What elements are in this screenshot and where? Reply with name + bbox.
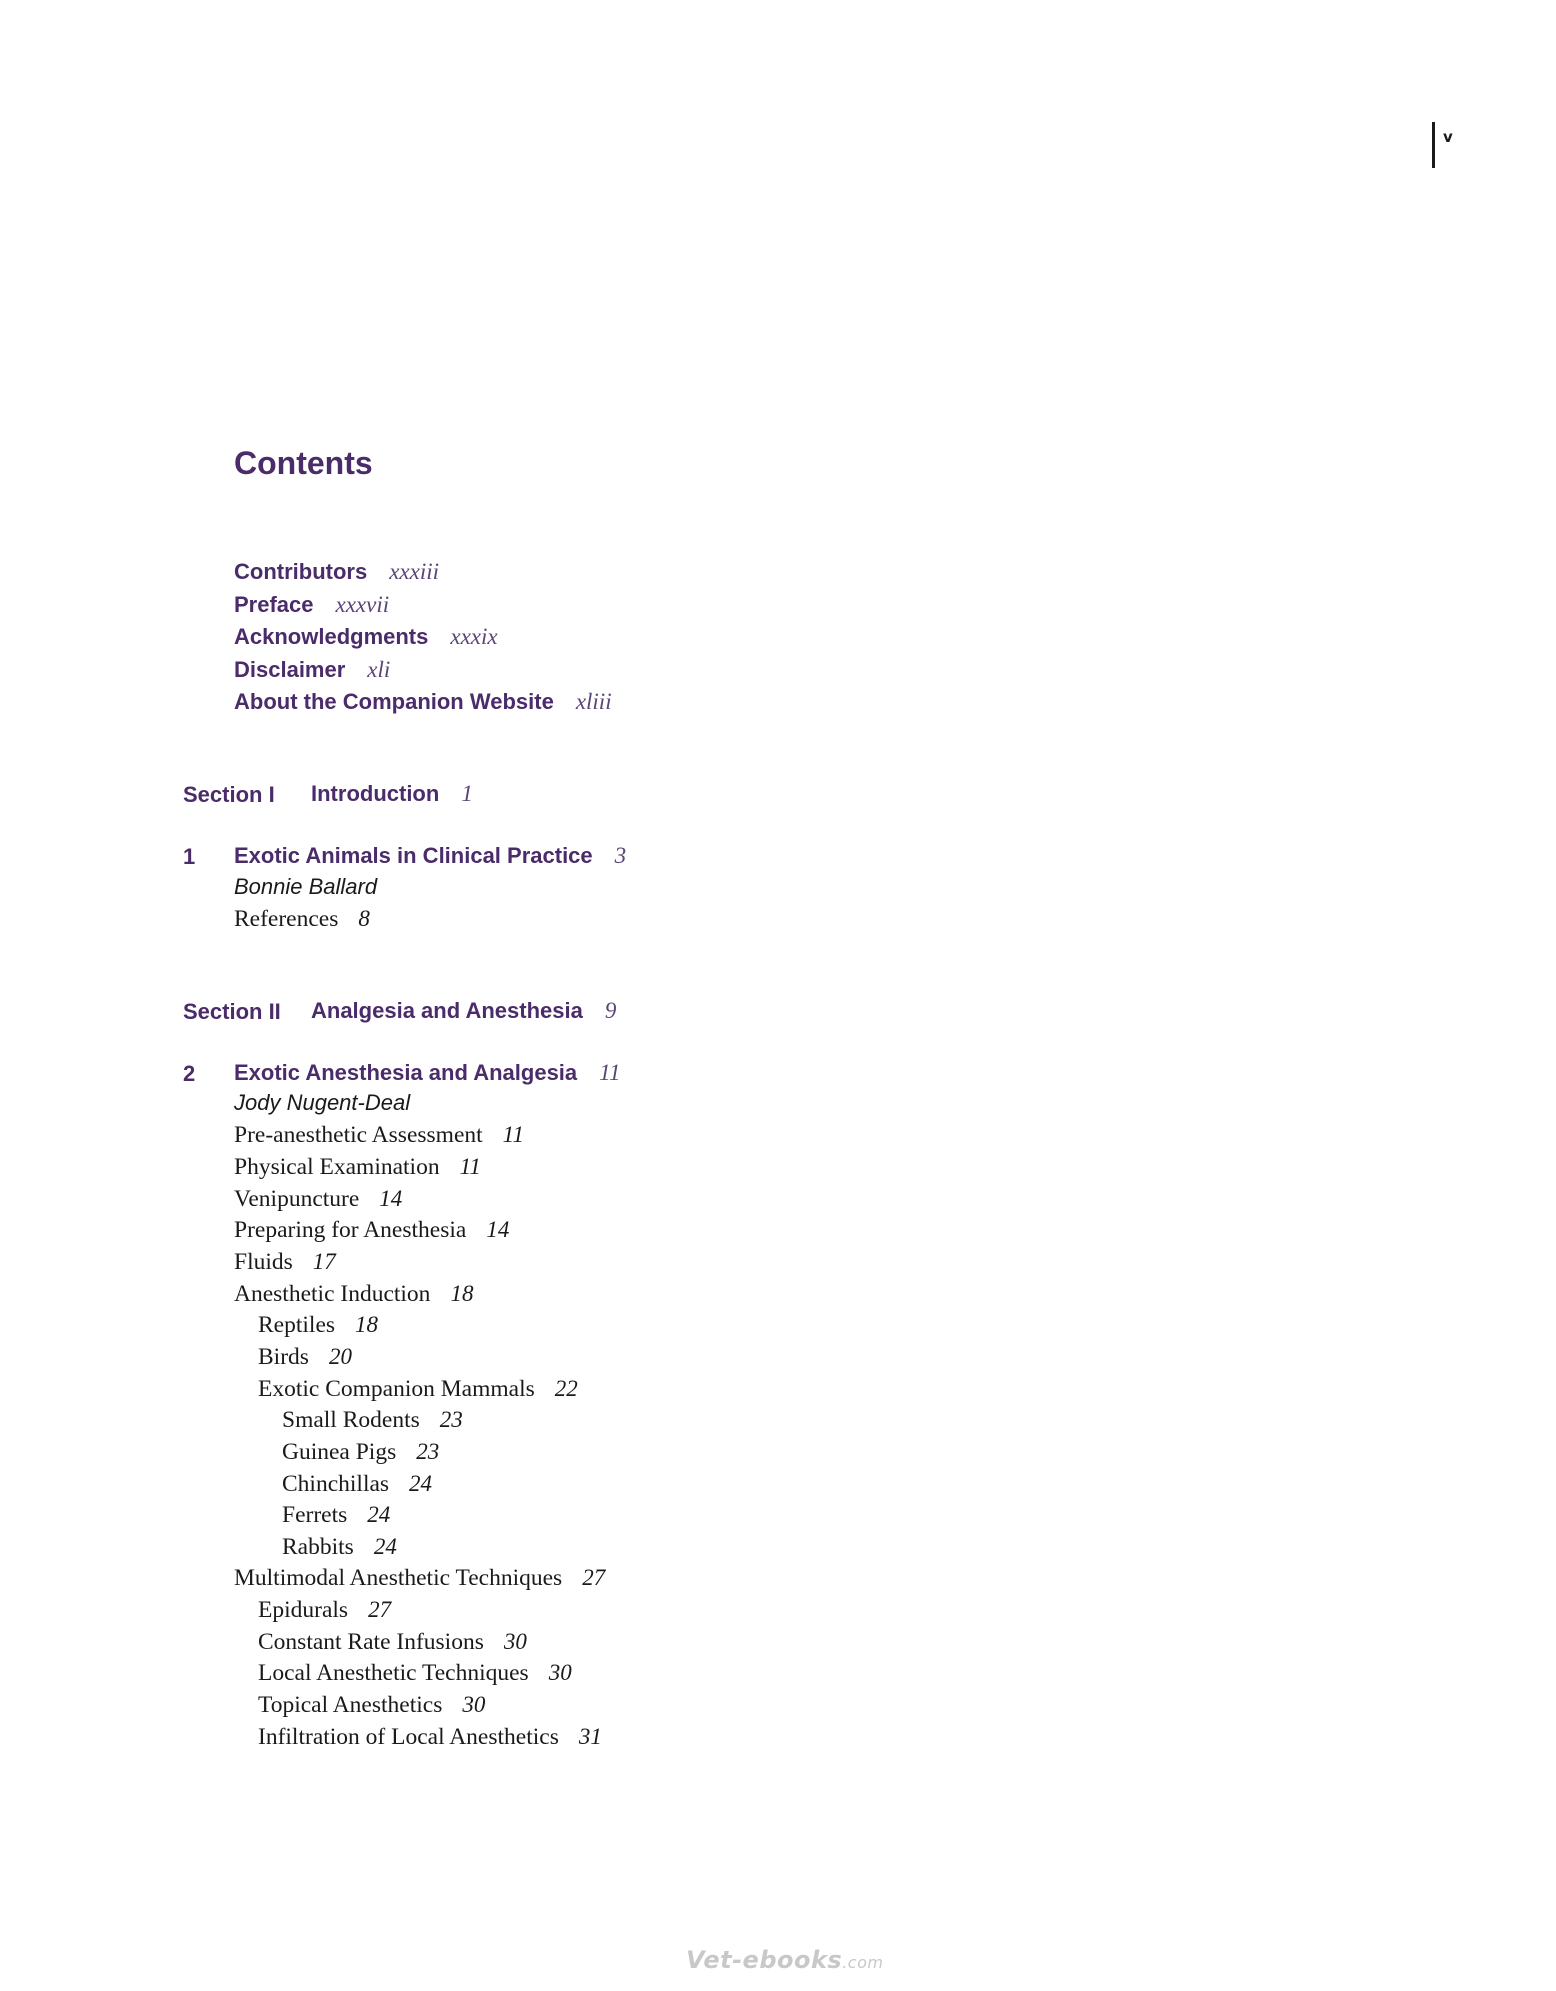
toc-entry-label: Epidurals <box>258 1597 349 1623</box>
toc-entry-label: Topical Anesthetics <box>258 1692 443 1718</box>
toc-entry-page: 24 <box>409 1471 433 1496</box>
toc-entry-page: 17 <box>312 1249 336 1274</box>
toc-entry-label: Small Rodents <box>282 1407 420 1433</box>
toc-entry-page: 24 <box>367 1502 391 1527</box>
toc-entry-label: Local Anesthetic Techniques <box>258 1660 529 1686</box>
toc-entry[interactable] <box>282 1535 397 1560</box>
toc-entry-label: Preface <box>234 592 314 617</box>
chapter-title-1[interactable] <box>234 844 626 867</box>
toc-entry-page: 11 <box>459 1154 481 1179</box>
toc-entry[interactable] <box>258 1598 391 1623</box>
toc-entry-page: 23 <box>416 1439 440 1464</box>
toc-entry-label: Chinchillas <box>282 1471 390 1497</box>
section-label: Section II <box>183 999 281 1024</box>
chapter-title: Exotic Anesthesia and Analgesia <box>234 1060 578 1085</box>
page-number: v <box>1443 128 1453 146</box>
toc-entry-label: Ferrets <box>282 1502 348 1528</box>
chapter-number: 1 <box>183 844 196 869</box>
toc-entry[interactable] <box>258 1630 527 1655</box>
toc-entry-page: 31 <box>578 1724 602 1749</box>
toc-entry-label: About the Companion Website <box>234 689 554 714</box>
toc-entry-page: 18 <box>450 1281 474 1306</box>
toc-entry-page: 27 <box>582 1565 606 1590</box>
toc-entry[interactable] <box>234 1282 473 1307</box>
toc-entry-page: 18 <box>355 1312 379 1337</box>
toc-entry-companion-website[interactable] <box>234 690 612 713</box>
chapter-title: Exotic Animals in Clinical Practice <box>234 843 593 868</box>
toc-entry-label: Exotic Companion Mammals <box>258 1376 535 1402</box>
toc-entry-page: 30 <box>462 1692 486 1717</box>
toc-entry-label: Constant Rate Infusions <box>258 1629 484 1655</box>
toc-entry-label: Disclaimer <box>234 657 346 682</box>
toc-entry-label: Multimodal Anesthetic Techniques <box>234 1565 563 1591</box>
section-title-analgesia[interactable] <box>311 999 616 1022</box>
toc-entry[interactable] <box>234 1250 336 1275</box>
toc-entry-label: Physical Examination <box>234 1154 440 1180</box>
chapter-number: 2 <box>183 1061 196 1086</box>
toc-entry-label: Reptiles <box>258 1312 336 1338</box>
section-title-introduction[interactable] <box>311 782 473 805</box>
toc-entry[interactable] <box>258 1313 378 1338</box>
toc-entry[interactable] <box>258 1345 352 1370</box>
toc-entry-page: 11 <box>502 1122 524 1147</box>
toc-entry-label: Venipuncture <box>234 1186 360 1212</box>
toc-entry-acknowledgments[interactable] <box>234 625 498 648</box>
toc-entry-label: Fluids <box>234 1249 293 1275</box>
toc-entry[interactable] <box>234 1155 481 1180</box>
toc-entry[interactable] <box>258 1377 578 1402</box>
toc-entry-label: Guinea Pigs <box>282 1439 397 1465</box>
toc-entry-page: 20 <box>328 1344 352 1369</box>
toc-entry-references[interactable] <box>234 907 370 932</box>
toc-entry-page: 30 <box>503 1629 527 1654</box>
toc-entry[interactable] <box>258 1693 485 1718</box>
toc-entry[interactable] <box>282 1408 463 1433</box>
toc-entry[interactable] <box>258 1725 602 1750</box>
toc-entry-page: 14 <box>486 1217 510 1242</box>
toc-entry-label: Pre-anesthetic Assessment <box>234 1122 483 1148</box>
chapter-title-2[interactable] <box>234 1061 620 1084</box>
toc-entry-label: Anesthetic Induction <box>234 1281 431 1307</box>
toc-entry-page: xli <box>367 657 391 682</box>
toc-entry-page: 22 <box>554 1376 578 1401</box>
toc-entry[interactable] <box>282 1440 439 1465</box>
toc-entry[interactable] <box>258 1661 572 1686</box>
section-page: 1 <box>461 781 473 806</box>
page-number-rule <box>1432 122 1435 168</box>
toc-entry-contributors[interactable] <box>234 560 439 583</box>
toc-entry[interactable] <box>234 1123 524 1148</box>
chapter-author: Bonnie Ballard <box>234 874 378 899</box>
toc-entry-label: Rabbits <box>282 1534 354 1560</box>
toc-entry-label: Acknowledgments <box>234 624 429 649</box>
toc-entry-page: 27 <box>368 1597 392 1622</box>
section-label: Section I <box>183 782 275 807</box>
toc-entry-page: 23 <box>439 1407 463 1432</box>
watermark-main: Vet-ebooks <box>686 1946 843 1974</box>
toc-entry-label: Infiltration of Local Anesthetics <box>258 1724 559 1750</box>
toc-entry-page: 8 <box>358 906 370 931</box>
page-title: Contents <box>234 445 373 481</box>
section-title: Analgesia and Anesthesia <box>311 998 583 1023</box>
toc-entry-page: xliii <box>575 689 612 714</box>
toc-entry[interactable] <box>234 1566 605 1591</box>
toc-entry-label: Contributors <box>234 559 368 584</box>
chapter-page: 3 <box>614 843 627 868</box>
toc-entry-label: References <box>234 906 339 932</box>
toc-entry-page: 14 <box>379 1186 403 1211</box>
chapter-author: Jody Nugent-Deal <box>234 1090 411 1115</box>
toc-entry-preface[interactable] <box>234 593 389 616</box>
toc-entry-page: 30 <box>548 1660 572 1685</box>
toc-entry-disclaimer[interactable] <box>234 658 390 681</box>
toc-entry[interactable] <box>234 1218 509 1243</box>
toc-entry-page: xxxix <box>450 624 498 649</box>
toc-entry-page: 24 <box>373 1534 397 1559</box>
section-title: Introduction <box>311 781 440 806</box>
toc-entry-page: xxxvii <box>335 592 390 617</box>
toc-entry[interactable] <box>282 1503 390 1528</box>
toc-entry-label: Preparing for Anesthesia <box>234 1217 467 1243</box>
watermark <box>686 1946 883 1974</box>
toc-entry[interactable] <box>234 1187 402 1212</box>
toc-entry-page: xxxiii <box>389 559 439 584</box>
toc-entry-label: Birds <box>258 1344 309 1370</box>
chapter-page: 11 <box>599 1060 621 1085</box>
watermark-suffix: .com <box>842 1953 884 1972</box>
section-page: 9 <box>604 998 617 1023</box>
toc-entry[interactable] <box>282 1472 432 1497</box>
